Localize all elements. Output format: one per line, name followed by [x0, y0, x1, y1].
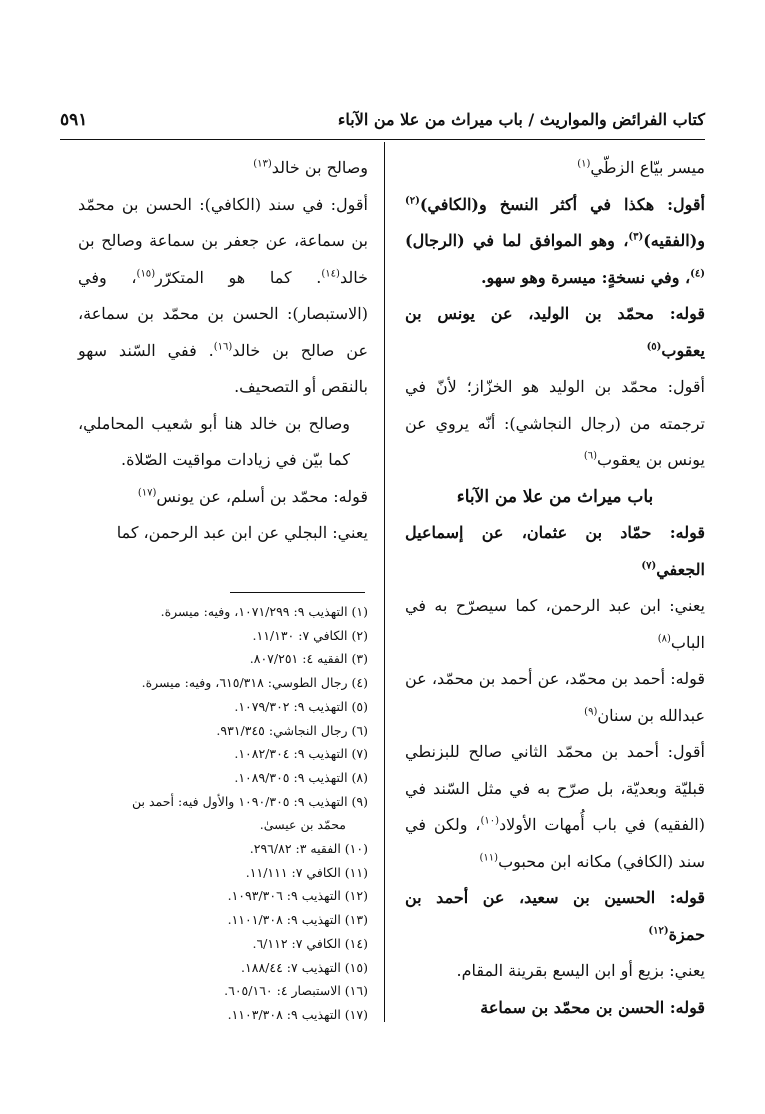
- footnote-continuation: محمّد بن عيسىٰ.: [259, 817, 346, 833]
- footnote: (٨) التهذيب ٩: ١٠٨٩/٣٠٥.: [234, 769, 368, 785]
- paragraph: قوله: محمّد بن أسلم، عن يونس$^{(١٧)}$: [137, 486, 368, 506]
- paragraph: قوله: الحسن بن محمّد بن سماعة: [480, 997, 705, 1017]
- footnote: (١٠) الفقيه ٣: ٢٩٦/٨٢.: [249, 841, 368, 857]
- paragraph: يعني: ابن عبد الرحمن، كما سيصرّح به في الباب$^{(٨)}$: [405, 596, 705, 652]
- paragraph: وصالح بن خالد هنا أبو شعيب المحاملي، كما بيّن في زيادات مواقيت الصّلاة.: [78, 413, 350, 469]
- paragraph: قوله: محمّد بن الوليد، عن يونس بن يعقوب$^{(٥)}$: [405, 304, 705, 360]
- footnote: (١٢) التهذيب ٩: ١٠٩٣/٣٠٦.: [227, 888, 368, 904]
- page-number: ٥٩١: [60, 110, 88, 130]
- footnote: (٤) رجال الطوسي: ٦١٥/٣١٨، وفيه: ميسرة.: [141, 675, 368, 691]
- paragraph: قوله: الحسين بن سعيد، عن أحمد بن حمزة$^{(١٢)}$: [405, 888, 705, 944]
- paragraph: يعني: البجلي عن ابن عبد الرحمن، كما: [116, 523, 368, 542]
- footnotes: [78, 600, 368, 1027]
- footnote: (١) التهذيب ٩: ١٠٧١/٢٩٩، وفيه: ميسرة.: [160, 604, 368, 619]
- footnote: (١٥) التهذيب ٧: ١٨٨/٤٤.: [241, 959, 368, 975]
- footnote: (١٤) الكافي ٧: ٦/١١٢.: [252, 935, 368, 951]
- paragraph: أقول: في سند (الكافي): الحسن بن محمّد بن سماعة، عن جعفر بن سماعة وصالح بن خالد$^{(١٤)}$. كما هو المتكرّر$^{(١٥)}$، وفي (الاستبصار): الحسن بن محمّد بن سماعة، عن صالح بن خالد$^{(١٦)}$. ففي السّند سهو بالنقص أو التصحيف.: [78, 194, 368, 396]
- paragraph: وصالح بن خالد$^{(١٣)}$: [253, 158, 368, 177]
- footnote: (١١) الكافي ٧: ١١/١١١.: [245, 864, 368, 880]
- footnote: (١٧) التهذيب ٩: ١١٠٣/٣٠٨.: [227, 1006, 368, 1022]
- footnote: (٩) التهذيب ٩: ١٠٩٠/٣٠٥ والأول فيه: أحمد بن: [132, 793, 368, 809]
- footnote: (٦) رجال النجاشي: ٩٣١/٣٤٥.: [216, 722, 368, 738]
- left-column: [78, 150, 368, 552]
- footnote: (١٦) الاستبصار ٤: ٦٠٥/١٦٠.: [224, 983, 368, 999]
- paragraph: قوله: حمّاد بن عثمان، عن إسماعيل الجعفي$^{(٧)}$: [405, 523, 705, 579]
- column-divider: [384, 142, 385, 1022]
- paragraph: يعني: بزيع أو ابن اليسع بقرينة المقام.: [456, 961, 705, 980]
- paragraph: أقول: محمّد بن الوليد هو الخزّاز؛ لأنّ في ترجمته من (رجال النجاشي): أنّه يروي عن يونس بن يعقوب$^{(٦)}$: [405, 377, 705, 469]
- header-rule: [60, 139, 705, 140]
- paragraph: ميسر بيّاع الزطّي$^{(١)}$: [577, 158, 705, 177]
- footnote: (٧) التهذيب ٩: ١٠٨٢/٣٠٤.: [234, 746, 368, 762]
- footnote-rule: [230, 592, 365, 593]
- footnote: (٢) الكافي ٧: ١١/١٣٠.: [252, 627, 368, 643]
- paragraph: أقول: أحمد بن محمّد الثاني صالح للبزنطي قبليّة وبعديّة، بل صرّح به في مثل السّند في (الفقيه) في باب أُمهات الأولاد$^{(١٠)}$، ولكن في سند (الكافي) مكانه ابن محبوب$^{(١١)}$: [405, 742, 705, 871]
- paragraph: قوله: أحمد بن محمّد، عن أحمد بن محمّد، عن عبدالله بن سنان$^{(٩)}$: [405, 669, 705, 725]
- footnote: (١٣) التهذيب ٩: ١١٠١/٣٠٨.: [227, 912, 368, 928]
- footnote: (٣) الفقيه ٤: ٨٠٧/٢٥١.: [249, 651, 368, 667]
- footnote: (٥) التهذيب ٩: ١٠٧٩/٣٠٢.: [234, 698, 368, 714]
- right-column: [405, 150, 705, 1026]
- section-title: باب ميراث من علا من الآباء: [456, 486, 654, 507]
- running-header: [60, 110, 705, 140]
- paragraph: أقول: هكذا في أكثر النسخ و(الكافي)$^{(٢)}$ و(الفقيه)$^{(٣)}$، وهو الموافق لما في (الرجال)$^{(٤)}$، وفي نسخةٍ: ميسرة وهو سهو.: [405, 194, 705, 287]
- header-title: كتاب الفرائض والمواريث / باب ميراث من علا من الآباء: [337, 110, 705, 129]
